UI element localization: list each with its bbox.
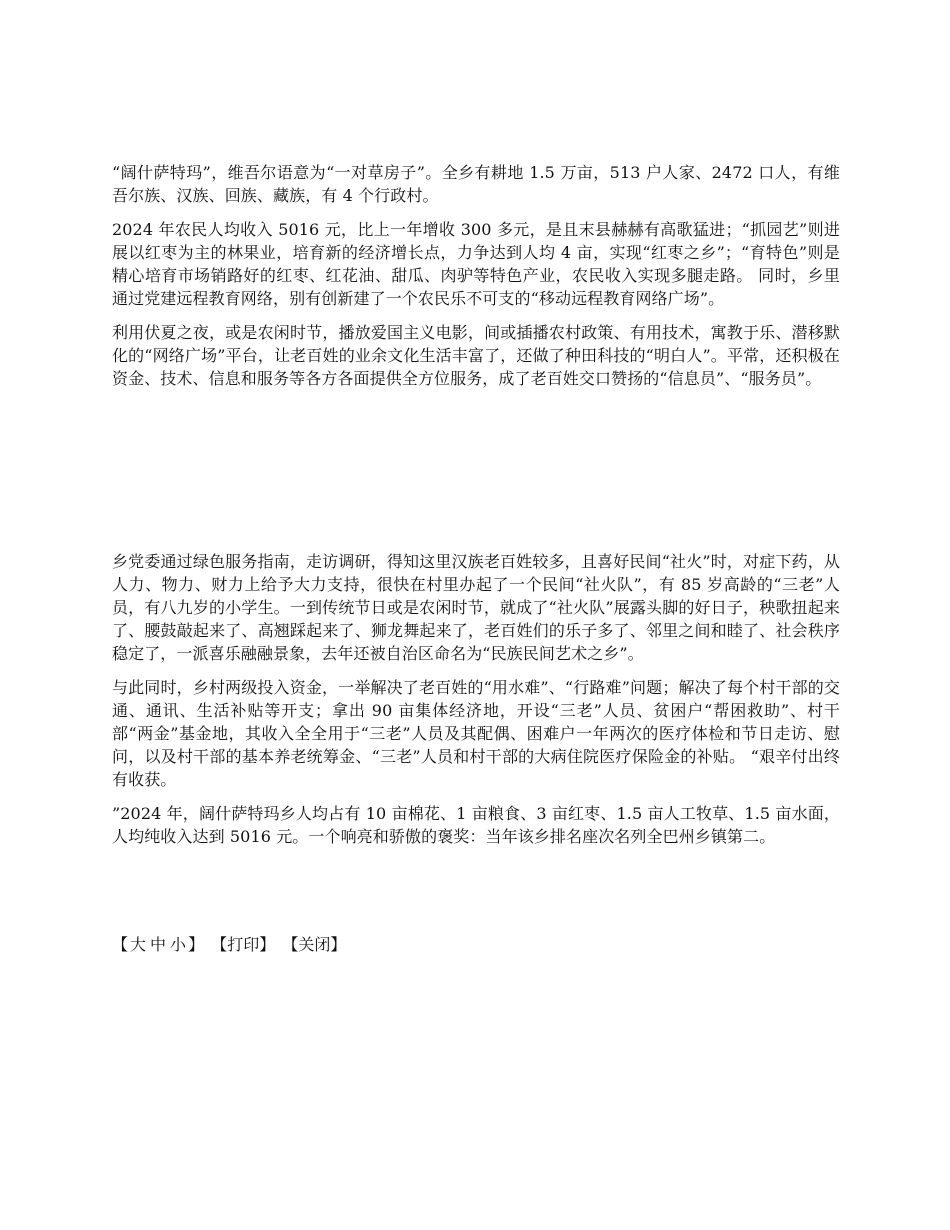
- article-section-top: [112, 161, 840, 401]
- font-size-medium-link[interactable]: 中: [150, 935, 167, 954]
- font-size-group: [112, 935, 209, 954]
- paragraph-achievement: ”2024 年，阔什萨特玛乡人均占有 10 亩棉花、1 亩粮食、3 亩红枣、1.5 亩人工牧草、1.5 亩水面，人均纯收入达到 5016 元。一个响亮和骄傲的褒奖：当年该乡排名座次名列全巴州乡镇第二。: [112, 804, 840, 846]
- paragraph-intro: “阔什萨特玛”，维吾尔语意为“一对草房子”。全乡有耕地 1.5 万亩，513 户人家、2472 口人，有维吾尔族、汉族、回族、藏族，有 4 个行政村。: [112, 163, 840, 205]
- close-bracket: 】: [259, 935, 276, 954]
- print-group: [211, 935, 280, 954]
- paragraph-investment: 与此同时，乡村两级投入资金，一举解决了老百姓的“用水难”、“行路难”问题；解决了每个村干部的交通、通讯、生活补贴等开支；拿出 90 亩集体经济地，开设“三老”人员、贫困户“帮困救助”、村干部“两金”基金地，其收入全全用于“三老”人员及其配偶、困难户一年两次的医疗体检和节日走访、慰问，以及村干部的基本养老统筹金、“三老”人员和村干部的大病住院医疗保险金的补贴。 “艰辛付出终有收获。: [112, 678, 840, 789]
- print-link[interactable]: 打印: [227, 935, 260, 954]
- article-footer-links: [112, 933, 348, 956]
- open-bracket: 【: [211, 935, 228, 954]
- font-size-large-link[interactable]: 大: [130, 935, 147, 954]
- font-size-small-link[interactable]: 小: [170, 935, 187, 954]
- close-bracket: 】: [188, 935, 205, 954]
- close-window-link[interactable]: 关闭: [298, 935, 331, 954]
- paragraph-network-plaza: 利用伏夏之夜，或是农闲时节，播放爱国主义电影，间或插播农村政策、有用技术，寓教于乐、潜移默化的“网络广场”平台，让老百姓的业余文化生活丰富了，还做了种田科技的“明白人”。平常，还积极在资金、技术、信息和服务等各方各面提供全方位服务，成了老百姓交口赞扬的“信息员”、“服务员”。: [112, 323, 840, 388]
- close-group: [282, 935, 346, 954]
- close-bracket: 】: [330, 935, 347, 954]
- article-section-bottom: [112, 550, 840, 859]
- paragraph-shehuo-team: 乡党委通过绿色服务指南，走访调研，得知这里汉族老百姓较多，且喜好民间“社火”时，对症下药，从人力、物力、财力上给予大力支持，很快在村里办起了一个民间“社火队”，有 85 岁高龄的“三老”人员，有八九岁的小学生。一到传统节日或是农闲时节，就成了“社火队”展露头脚的好日子，秧歌扭起来了、腰鼓敲起来了、高翘踩起来了、狮龙舞起来了，老百姓们的乐子多了、邻里之间和睦了、社会秩序稳定了，一派喜乐融融景象，去年还被自治区命名为“民族民间艺术之乡”。: [112, 552, 840, 663]
- open-bracket: 【: [112, 935, 129, 954]
- paragraph-income: 2024 年农民人均收入 5016 元，比上一年增收 300 多元，是且末县赫赫有高歌猛进；“抓园艺”则进展以红枣为主的林果业，培育新的经济增长点，力争达到人均 4 亩，实现“红枣之乡”；“育特色”则是精心培育市场销路好的红枣、红花油、甜瓜、肉驴等特色产业，农民收入实现多腿走路。 同时，乡里通过党建远程教育网络，别有创新建了一个农民乐不可支的“移动远程教育网络广场”。: [112, 220, 840, 308]
- open-bracket: 【: [282, 935, 299, 954]
